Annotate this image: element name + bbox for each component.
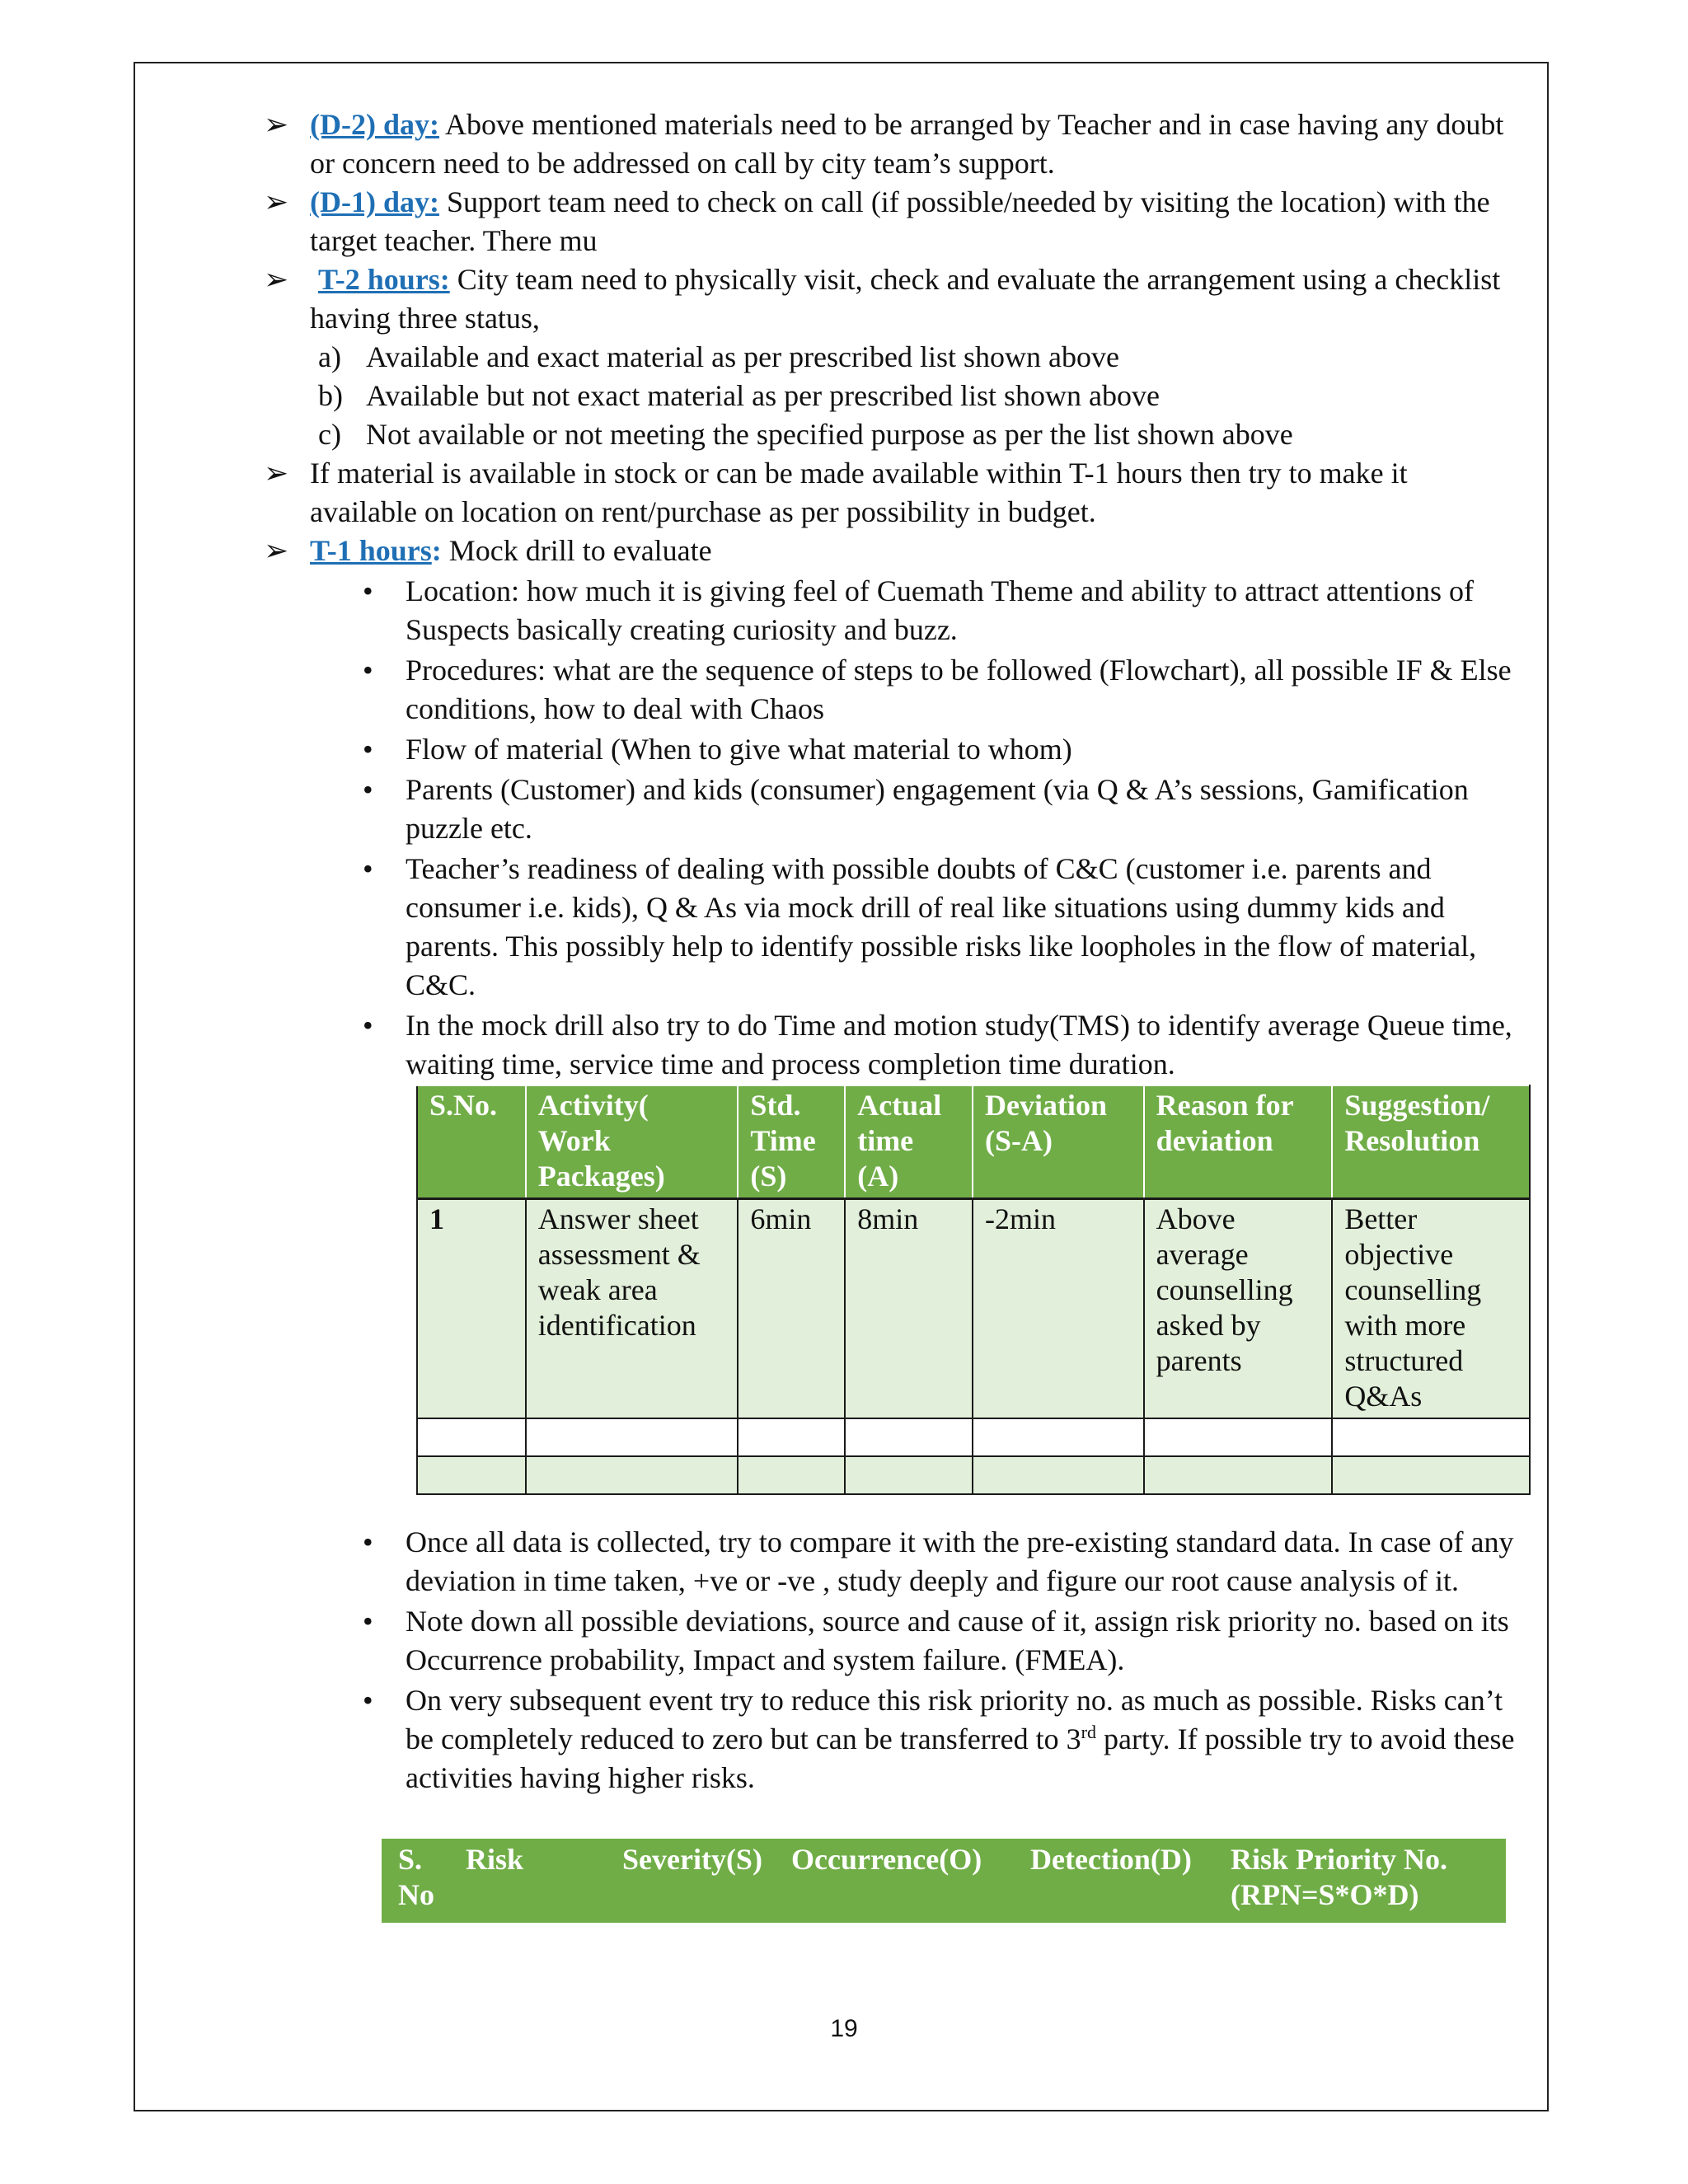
bullet-icon: • (363, 574, 373, 607)
analysis-bullet-reduce-risk (264, 1681, 1517, 1797)
risk-table-header-row (382, 1839, 1506, 1923)
stock-text: If material is available in stock or can be made available within T-1 hours then try to make it available on location on rent/purchase as per possibility in budget. (310, 457, 1408, 528)
list-item-d1-day (264, 183, 1517, 260)
bullet-icon: • (363, 1684, 373, 1717)
tms-cell-reason: Above average counselling asked by parents (1144, 1199, 1333, 1419)
bullet-text: Flow of material (When to give what material to whom) (406, 733, 1072, 766)
mock-bullet-flow (264, 730, 1517, 769)
page-content (264, 105, 1517, 1085)
bullet-icon: • (363, 1605, 373, 1638)
risk-table (382, 1839, 1506, 1923)
tms-cell-suggestion: Better objective counselling with more structured Q&As (1332, 1199, 1530, 1419)
status-item-c (264, 415, 1517, 454)
tms-cell-std-time: 6min (738, 1199, 845, 1419)
empty-cell (1332, 1456, 1530, 1494)
tms-cell-actual-time: 8min (845, 1199, 973, 1419)
empty-cell (526, 1418, 738, 1456)
bullet-icon: • (363, 654, 373, 687)
d2-day-text: Above mentioned materials need to be arranged by Teacher and in case having any doubt or concern need to be addressed on call by city team’s support. (310, 108, 1504, 180)
mock-drill-list (264, 572, 1517, 1084)
empty-cell (1144, 1418, 1333, 1456)
empty-cell (845, 1418, 973, 1456)
empty-cell (1332, 1418, 1530, 1456)
d1-day-heading: (D-1) day: (310, 185, 439, 218)
bullet-text: Parents (Customer) and kids (consumer) engagement (via Q & A’s sessions, Gamification puzzle etc. (406, 773, 1469, 845)
tms-header-actual-time: Actual time (A) (845, 1085, 973, 1199)
tms-table-header-row (417, 1085, 1530, 1199)
table-row (417, 1199, 1530, 1419)
mock-bullet-location (264, 572, 1517, 649)
analysis-list (264, 1523, 1517, 1797)
after-table-content (264, 1523, 1517, 1799)
risk-header-occurrence: Occurrence(O) (775, 1839, 1014, 1923)
arrow-bullet-icon: ➢ (264, 263, 289, 296)
tms-header-std-time: Std. Time (S) (738, 1085, 845, 1199)
empty-cell (1144, 1456, 1333, 1494)
status-label: a) (318, 340, 341, 373)
page-number: 19 (830, 2015, 858, 2042)
tms-header-sno: S.No. (417, 1085, 526, 1199)
mock-bullet-tms (264, 1006, 1517, 1084)
risk-header-rpn: Risk Priority No.(RPN=S*O*D) (1214, 1839, 1506, 1923)
status-text: Not available or not meeting the specified purpose as per the list shown above (366, 418, 1293, 451)
t2-hours-text: City team need to physically visit, check and evaluate the arrangement using a checklist having three status, (310, 263, 1501, 335)
tms-cell-activity: Answer sheet assessment & weak area identification (526, 1199, 738, 1419)
empty-cell (417, 1456, 526, 1494)
bullet-text-start: On very subsequent event try to reduce this risk priority no. as much as possible. Risks can’t be completely reduced to zero but can be transferred to 3 (406, 1684, 1503, 1755)
list-item-d2-day (264, 105, 1517, 183)
empty-cell (738, 1418, 845, 1456)
arrow-bullet-icon: ➢ (264, 534, 289, 567)
d2-day-heading: (D-2) day: (310, 108, 439, 141)
risk-header-risk: Risk (449, 1839, 606, 1923)
status-item-b (264, 377, 1517, 415)
t1-hours-text: Mock drill to evaluate (441, 534, 712, 567)
tms-header-deviation: Deviation (S-A) (973, 1085, 1144, 1199)
analysis-bullet-compare (264, 1523, 1517, 1601)
bullet-icon: • (363, 1009, 373, 1042)
table-row-empty (417, 1456, 1530, 1494)
empty-cell (973, 1456, 1144, 1494)
analysis-bullet-fmea (264, 1602, 1517, 1680)
tms-cell-sno: 1 (417, 1199, 526, 1419)
risk-header-detection: Detection(D) (1014, 1839, 1214, 1923)
bullet-text: Note down all possible deviations, source and cause of it, assign risk priority no. based on its Occurrence probability, Impact and system failure. (FMEA). (406, 1605, 1509, 1676)
bullet-text: Teacher’s readiness of dealing with possible doubts of C&C (customer i.e. parents and consumer i.e. kids), Q & As via mock drill of real like situations using dummy kids and parents. This possibly help to identify possible risks like loopholes in the flow of material, C&C. (406, 852, 1477, 1001)
superscript-rd: rd (1081, 1722, 1096, 1742)
bullet-text: Location: how much it is giving feel of Cuemath Theme and ability to attract attentions of Suspects basically creating curiosity and buzz. (406, 574, 1475, 646)
risk-header-sno: S. No (382, 1839, 449, 1923)
mock-bullet-readiness (264, 850, 1517, 1005)
empty-cell (738, 1456, 845, 1494)
status-text: Available but not exact material as per prescribed list shown above (366, 379, 1160, 412)
status-label: c) (318, 418, 341, 451)
bullet-icon: • (363, 1526, 373, 1558)
t1-hours-colon: : (431, 534, 442, 567)
d1-day-text: Support team need to check on call (if possible/needed by visiting the location) with the target teacher. There mu (310, 185, 1490, 257)
list-item-stock (264, 454, 1517, 532)
empty-cell (526, 1456, 738, 1494)
bullet-text: Procedures: what are the sequence of steps to be followed (Flowchart), all possible IF & Else conditions, how to deal with Chaos (406, 654, 1512, 725)
table-row-empty (417, 1418, 1530, 1456)
t2-hours-heading: T-2 hours: (318, 263, 450, 296)
tms-header-suggestion: Suggestion/ Resolution (1332, 1085, 1530, 1199)
list-item-t2-hours (264, 260, 1517, 338)
bullet-text: Once all data is collected, try to compare it with the pre-existing standard data. In case of any deviation in time taken, +ve or -ve , study deeply and figure our root cause analysis of it. (406, 1526, 1514, 1597)
tms-table (416, 1085, 1531, 1495)
tms-cell-deviation: -2min (973, 1199, 1144, 1419)
bullet-icon: • (363, 852, 373, 885)
risk-header-severity: Severity(S) (606, 1839, 775, 1923)
bullet-icon: • (363, 733, 373, 766)
mock-bullet-procedures (264, 651, 1517, 729)
t1-hours-heading: T-1 hours (310, 534, 432, 567)
arrow-bullet-icon: ➢ (264, 108, 289, 141)
empty-cell (845, 1456, 973, 1494)
empty-cell (417, 1418, 526, 1456)
tms-header-reason: Reason for deviation (1144, 1085, 1333, 1199)
arrow-bullet-icon: ➢ (264, 457, 289, 490)
status-label: b) (318, 379, 343, 412)
arrow-bullet-icon: ➢ (264, 185, 289, 218)
bullet-text-end: party. If possible try to avoid these activities having higher risks. (406, 1722, 1515, 1794)
bullet-text: In the mock drill also try to do Time and motion study(TMS) to identify average Queue time, waiting time, service time and process completion time duration. (406, 1009, 1512, 1080)
status-item-a (264, 338, 1517, 377)
list-item-t1-hours (264, 532, 1517, 570)
status-text: Available and exact material as per prescribed list shown above (366, 340, 1119, 373)
mock-bullet-engagement (264, 771, 1517, 848)
bullet-icon: • (363, 773, 373, 806)
empty-cell (973, 1418, 1144, 1456)
tms-header-activity: Activity( Work Packages) (526, 1085, 738, 1199)
